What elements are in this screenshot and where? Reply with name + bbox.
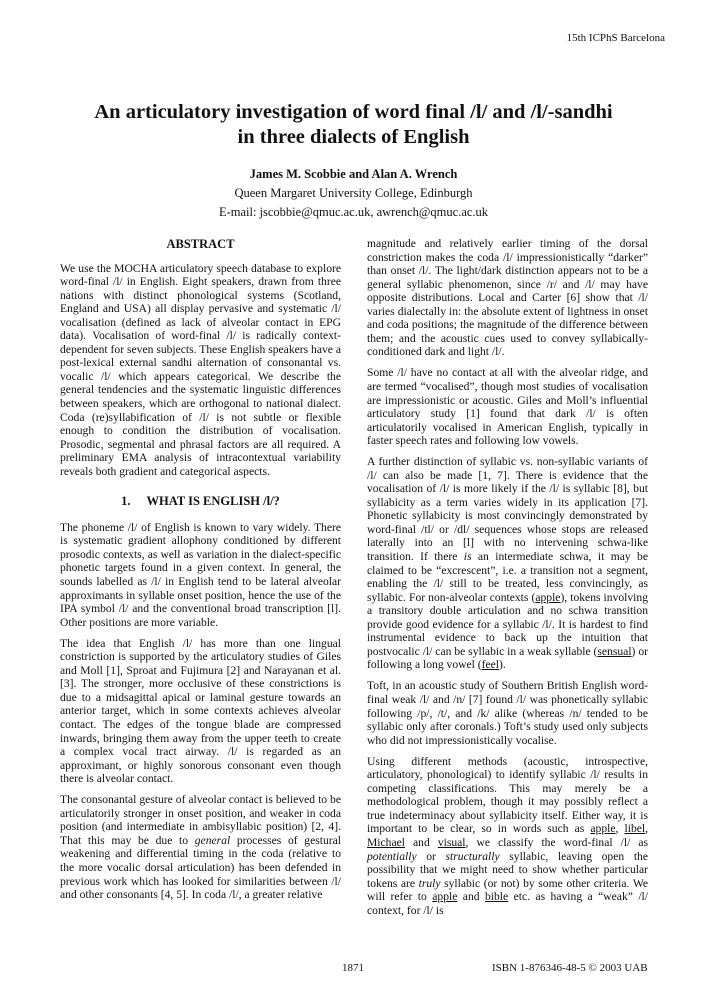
italic-run: structurally [445, 849, 500, 863]
paragraph-1: The phoneme /l/ of English is known to vary widely. There is systematic gradient allophony conditioned by different prosodic contexts, as well as variation in the dialect-specific phonetic targets found in a given context. In general, the sounds labelled as /l/ in English tend to be lateral alveolar approximants in syllable onset position, hence the use of the IPA symbol /l/ and the conventional broad transcription [l]. Other positions are more variable. [60, 520, 341, 629]
right-column [367, 237, 648, 925]
text-run: , [645, 822, 649, 836]
underlined-word: apple [535, 590, 561, 604]
underlined-word: sensual [597, 644, 632, 658]
text-run: ). [499, 658, 506, 672]
text-run: an intermediate schwa, it may be claimed to be “excrescent”, i.e. a transition not a segment, enabling the /l/ still to be treated, less convincingly, as syllabic. For non-alveolar contexts ( [367, 550, 648, 604]
text-run: syllabic, leaving open the possibility that we might need to show whether particular tokens are [367, 849, 648, 890]
text-run: and [405, 835, 438, 849]
left-column [60, 238, 341, 909]
underlined-word: bible [484, 890, 509, 904]
underlined-word: feel [481, 658, 500, 672]
text-run: ), tokens involving a transitory double articulation and no schwa transition provide good evidence for a syllabic /l/. It is hardest to find instrumental evidence to back up the intuition that postvocalic /l/ can be syllabic in a weak syllable ( [367, 590, 648, 658]
paragraph-7: Toft, in an acoustic study of Southern British English word-final weak /l/ and /n/ [7] found /l/ was phonetically syllabic following /p/, /t/, and /k/ alike (whereas /n/ tended to be syllabic only after coronals.) Toft’s study used only subjects who did not impressionistically vocalise. [367, 679, 648, 747]
underlined-word: apple [432, 890, 458, 904]
section-number: 1. [121, 494, 131, 509]
text-run: , [615, 822, 625, 836]
section-1-heading [60, 495, 341, 509]
isbn-copyright: ISBN 1-876346-48-5 © 2003 UAB [492, 962, 648, 974]
paragraph-8 [367, 755, 648, 918]
italic-run: potentially [367, 849, 417, 863]
paper-title [0, 100, 707, 150]
underlined-word: apple [590, 822, 616, 836]
text-run: , we classify the word-final /l/ as [465, 835, 648, 849]
text-run: syllabic (or not) by some other criteria. We will refer to [367, 876, 648, 904]
text-run: etc. as having a “weak” /l/ context, for /l/ is [367, 890, 648, 917]
paragraph-6 [367, 455, 648, 672]
paragraph-2: The idea that English /l/ has more than one lingual constriction is supported by the articulatory studies of Giles and Moll [1], Sproat and Fujimura [2] and Narayanan et al. [3]. The stronger, more occlusive of these constrictions is due to a midsagittal apical or laminal gesture towards an anterior target, which in some contexts achieves alveolar contact. The edges of the tongue blade are compressed inwards, bringing them away from the upper teeth to create a complex vocal tract airway. /l/ is regarded as an approximant, or highly sonorous consonant even though there is alveolar contact. [60, 636, 341, 786]
running-head: 15th ICPhS Barcelona [566, 32, 665, 44]
underlined-word: visual [437, 835, 466, 849]
underlined-word: libel [624, 822, 646, 836]
author-block [0, 165, 707, 222]
text-run: ) or following a long vowel ( [367, 644, 648, 672]
email: E-mail: jscobbie@qmuc.ac.uk, awrench@qmuc.ac.uk [218, 205, 489, 219]
italic-run: is [463, 550, 472, 564]
page-number: 1871 [342, 962, 364, 974]
section-title: WHAT IS ENGLISH /l/? [146, 494, 280, 509]
paragraph-4: magnitude and relatively earlier timing of the dorsal constriction makes the coda /l/ impressionistically “darker” than onset /l/. The light/dark distinction appears not to be a general syllabic phenomenon, since /r/ and /l/ may have opposite distributions. Local and Carter [6] show that /l/ varies dialectally in: the absolute extent of lightness in onset and coda positions; the magnitude of the difference between them; and the acoustic cues used to convey syllabically-conditioned dark and light /l/. [367, 237, 648, 359]
author-names: James M. Scobbie and Alan A. Wrench [249, 167, 458, 181]
text-run: A further distinction of syllabic vs. non-syllabic variants of /l/ can also be made [1, 7]. There is evidence that the vocalisation of /l/ is more likely if the /l/ is syllabic [8], but syllabicity as a term varies widely in its application [7]. Phonetic syllabicity is most convincingly demonstrated by word-final /tl/ or /dl/ sequences whose stops are released laterally into an [l] with no intervening schwa-like transition. If there [367, 455, 648, 564]
underlined-word: Michael [367, 835, 405, 849]
paragraph-3 [60, 793, 341, 901]
italic-run: truly [418, 876, 441, 890]
title-line-1: An articulatory investigation of word final /l/ and /l/-sandhi [94, 101, 613, 123]
abstract-text: We use the MOCHA articulatory speech database to explore word-final /l/ in English. Eight speakers, drawn from three nations with distinct phonological systems (Scotland, England and USA) all display pervasive and systematic /l/ vocalisation (defined as lack of alveolar contact in EPG data). Vocalisation of word-final /l/ is radically context-dependent for seven subjects. These English speakers have a post-lexical external sandhi alternation of consonantal vs. vocalic /l/ which appears categorical. We describe the general tendencies and the systematic linguistic differences between speakers, which are orthogonal to national dialect. Coda (re)syllabification of /l/ is not subtle or flexible enough to condition the distribution of vocalisation. Prosodic, segmental and phrasal factors are all required. A preliminary EMA analysis of intracontextual variability reveals both gradient and categorical aspects. [60, 261, 341, 478]
title-line-2: in three dialects of English [237, 126, 470, 148]
text-run: or [416, 849, 446, 863]
abstract-heading: ABSTRACT [166, 237, 235, 251]
text-run: The consonantal gesture of alveolar contact is believed to be articulatorily stronger in onset position, and weaker in coda position (and intermediate in ambisyllabic position) [2, 4]. That this may be due to [60, 793, 341, 847]
affiliation: Queen Margaret University College, Edinburgh [234, 186, 473, 200]
italic-run: general [194, 833, 231, 847]
paragraph-5: Some /l/ have no contact at all with the alveolar ridge, and are termed “vocalised”, though most studies of vocalisation are impressionistic or acoustic. Giles and Moll’s influential articulatory study [1] found that dark /l/ is often articulatorily vocalised in American English, typically in faster speech rates and following low vowels. [367, 366, 648, 448]
text-run: Using different methods (acoustic, introspective, articulatory, phonological) to identify syllabic /l/ results in competing classifications. This may merely be a methodological problem, though it may possibly reflect a true indeterminacy about syllabicity itself. Either way, it is important to be clear, so in words such as [367, 754, 648, 836]
text-run: and [457, 890, 485, 904]
text-run: processes of gestural weakening and differential timing in the coda (relative to the more vocalic dorsal articulation) has been defended in previous work which has looked for similarities between /l/ and other consonants [4, 5]. In coda /l/, a greater relative [60, 833, 341, 902]
